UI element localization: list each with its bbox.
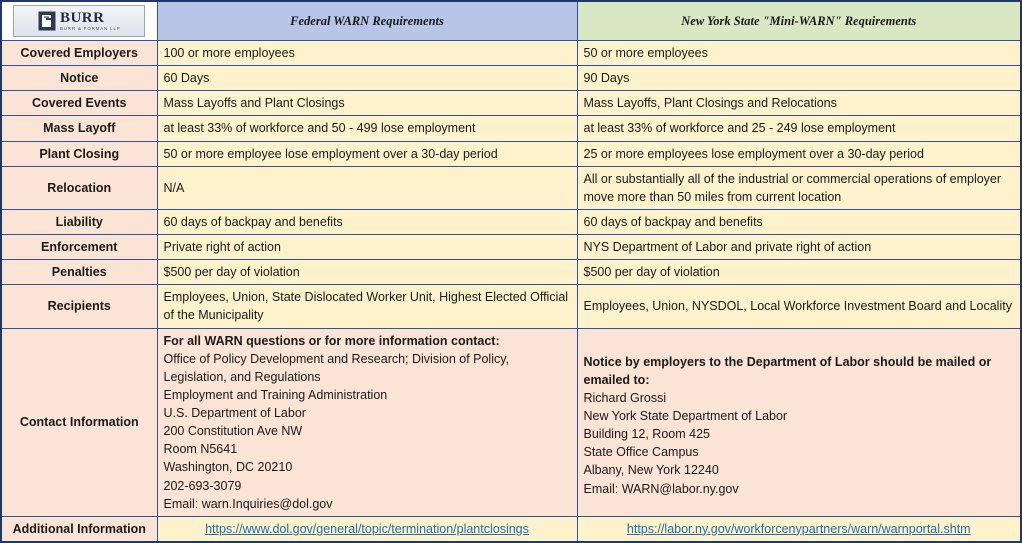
row-newyork-penalties: $500 per day of violation <box>577 260 1021 285</box>
contact-newyork-line: Building 12, Room 425 <box>583 427 710 442</box>
table-row <box>1 235 1021 260</box>
firm-name: BURR <box>59 9 105 26</box>
contact-federal-cell <box>157 328 577 516</box>
row-label-penalties: Penalties <box>1 260 157 285</box>
contact-newyork-line: State Office Campus <box>583 445 699 460</box>
contact-federal-line: Employment and Training Administration <box>163 387 388 402</box>
row-newyork-relocation: All or substantially all of the industrial or commercial operations of employer move more than 50 miles from current location <box>577 166 1021 209</box>
row-newyork-plant-closing: 25 or more employees lose employment over a 30-day period <box>577 141 1021 166</box>
row-newyork-enforcement: NYS Department of Labor and private right of action <box>577 235 1021 260</box>
contact-information-row <box>1 328 1021 516</box>
table-header-row <box>1 1 1021 41</box>
row-federal-mass-layoff: at least 33% of workforce and 50 - 499 lose employment <box>157 116 577 141</box>
row-newyork-notice: 90 Days <box>577 66 1021 91</box>
table-row <box>1 91 1021 116</box>
row-federal-penalties: $500 per day of violation <box>157 260 577 285</box>
row-label-plant-closing: Plant Closing <box>1 141 157 166</box>
burr-emblem-icon <box>38 11 56 31</box>
contact-newyork-line: New York State Department of Labor <box>583 409 788 423</box>
contact-federal-line: Room N5641 <box>163 442 238 457</box>
row-label-notice: Notice <box>1 66 157 91</box>
newyork-warn-link[interactable]: https://labor.ny.gov/workforcenypartners/warn/warnportal.shtm <box>626 521 971 536</box>
table-row <box>1 66 1021 91</box>
firm-subtitle: BURR & FORMAN LLP <box>59 25 121 31</box>
firm-logo-cell <box>1 1 157 41</box>
newyork-link-cell <box>577 516 1021 542</box>
table-row <box>1 209 1021 234</box>
row-newyork-mass-layoff: at least 33% of workforce and 25 - 249 lose employment <box>577 116 1021 141</box>
contact-federal-line: Email: warn.Inquiries@dol.gov <box>163 496 333 511</box>
contact-federal-heading: For all WARN questions or for more information contact: <box>163 333 500 348</box>
contact-federal-line: Office of Policy Development and Research; Division of Policy, Legislation, and Regulations <box>163 351 510 384</box>
federal-warn-link[interactable]: https://www.dol.gov/general/topic/termination/plantclosings <box>205 521 529 536</box>
additional-information-row <box>1 516 1021 542</box>
row-newyork-covered-events: Mass Layoffs, Plant Closings and Relocations <box>577 91 1021 116</box>
row-federal-covered-employers: 100 or more employees <box>157 41 577 66</box>
row-newyork-covered-employers: 50 or more employees <box>577 41 1021 66</box>
contact-newyork-cell <box>577 328 1021 516</box>
contact-federal-line: U.S. Department of Labor <box>163 406 306 420</box>
row-federal-relocation: N/A <box>157 166 577 209</box>
row-federal-plant-closing: 50 or more employee lose employment over a 30-day period <box>157 141 577 166</box>
contact-federal-line: 200 Constitution Ave NW <box>163 424 303 439</box>
row-federal-covered-events: Mass Layoffs and Plant Closings <box>157 91 577 116</box>
row-federal-liability: 60 days of backpay and benefits <box>157 209 577 234</box>
row-newyork-recipients: Employees, Union, NYSDOL, Local Workforce Investment Board and Locality <box>577 285 1021 328</box>
row-label-relocation: Relocation <box>1 166 157 209</box>
table-row <box>1 141 1021 166</box>
table-row <box>1 260 1021 285</box>
row-label-contact-information: Contact Information <box>1 328 157 516</box>
row-label-covered-events: Covered Events <box>1 91 157 116</box>
row-federal-recipients: Employees, Union, State Dislocated Worker Unit, Highest Elected Official of the Municipality <box>157 285 577 328</box>
table-row <box>1 285 1021 328</box>
row-federal-enforcement: Private right of action <box>157 235 577 260</box>
contact-newyork-line: Email: WARN@labor.ny.gov <box>583 481 739 496</box>
row-label-mass-layoff: Mass Layoff <box>1 116 157 141</box>
row-newyork-liability: 60 days of backpay and benefits <box>577 209 1021 234</box>
contact-newyork-heading: Notice by employers to the Department of Labor should be mailed or emailed to: <box>583 354 992 387</box>
row-federal-notice: 60 Days <box>157 66 577 91</box>
federal-column-header: Federal WARN Requirements <box>157 1 577 41</box>
table-row <box>1 116 1021 141</box>
newyork-column-header: New York State "Mini-WARN" Requirements <box>577 1 1021 41</box>
contact-federal-line: Washington, DC 20210 <box>163 460 293 475</box>
row-label-additional-information: Additional Information <box>1 516 157 542</box>
table-row <box>1 41 1021 66</box>
row-label-liability: Liability <box>1 209 157 234</box>
contact-newyork-line: Richard Grossi <box>583 390 667 405</box>
row-label-enforcement: Enforcement <box>1 235 157 260</box>
row-label-recipients: Recipients <box>1 285 157 328</box>
contact-federal-line: 202-693-3079 <box>163 478 242 493</box>
table-row <box>1 166 1021 209</box>
firm-logo <box>13 5 145 37</box>
federal-link-cell <box>157 516 577 542</box>
contact-newyork-line: Albany, New York 12240 <box>583 463 719 478</box>
firm-logo-text <box>60 11 121 32</box>
row-label-covered-employers: Covered Employers <box>1 41 157 66</box>
